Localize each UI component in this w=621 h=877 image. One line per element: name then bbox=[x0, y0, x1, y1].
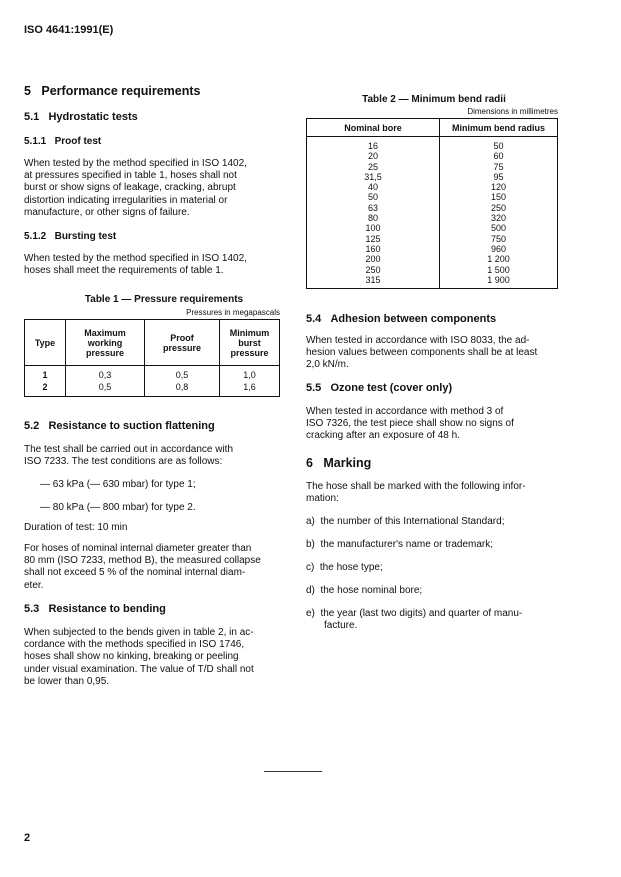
item-text: the number of this International Standard; bbox=[320, 516, 505, 527]
table-cell: 2 bbox=[25, 381, 66, 397]
text-line: eter. bbox=[24, 579, 44, 591]
table-cell: 120 bbox=[490, 182, 507, 193]
item-label: e) bbox=[306, 608, 315, 619]
table-cell: 0,3 bbox=[66, 366, 145, 382]
suction-test-paragraph bbox=[24, 444, 279, 468]
section-5-heading bbox=[24, 84, 200, 98]
test-condition-item: — 80 kPa (— 800 mbar) for type 2. bbox=[40, 502, 196, 513]
page-number: 2 bbox=[24, 832, 31, 844]
item-text: the year (last two digits) and quarter of manu- bbox=[320, 608, 523, 619]
table-1-caption: Table 1 — Pressure requirements bbox=[84, 294, 244, 305]
section-title: Resistance to suction flattening bbox=[48, 420, 215, 432]
collapse-paragraph bbox=[24, 543, 279, 592]
table-cell: 0,5 bbox=[145, 366, 220, 382]
column-header: Minimum bend radius bbox=[440, 119, 558, 137]
item-label: c) bbox=[306, 562, 315, 573]
text-line: hoses shall meet the requirements of table 1. bbox=[24, 265, 224, 277]
table-cell: 1 900 bbox=[487, 274, 510, 285]
column-header bbox=[220, 320, 280, 366]
table-cell: 750 bbox=[490, 233, 507, 244]
adhesion-paragraph bbox=[306, 335, 559, 372]
marking-list-item bbox=[306, 516, 504, 528]
text-line: When tested by the method specified in ISO 1402, bbox=[24, 253, 247, 264]
text-line: ISO 7326, the test piece shall show no signs of bbox=[306, 418, 514, 430]
table-cell: 16 bbox=[367, 141, 378, 151]
table-cell: 63 bbox=[367, 202, 378, 213]
item-text: the hose type; bbox=[319, 562, 383, 573]
text-line: When subjected to the bends given in table 2, in ac- bbox=[24, 627, 254, 638]
table-cell: 25 bbox=[367, 161, 378, 172]
text-line: mation: bbox=[306, 493, 339, 505]
test-duration: Duration of test: 10 min bbox=[24, 522, 128, 533]
table-cell: 160 bbox=[365, 243, 381, 254]
bursting-test-paragraph bbox=[24, 253, 279, 277]
table-cell: 50 bbox=[367, 192, 378, 203]
section-title: Marking bbox=[323, 456, 372, 470]
table-cell: 0,5 bbox=[66, 381, 145, 397]
text-line: When tested in accordance with method 3 of bbox=[306, 406, 504, 417]
document-header: ISO 4641:1991(E) bbox=[24, 24, 114, 36]
section-title: Hydrostatic tests bbox=[48, 111, 138, 123]
table-cell: 150 bbox=[490, 192, 507, 203]
header-line: pressure bbox=[85, 347, 125, 358]
column-header bbox=[145, 320, 220, 366]
section-number: 5.1 bbox=[24, 111, 40, 123]
table-cell: 1,0 bbox=[220, 366, 280, 382]
table-cell: 1 500 bbox=[487, 264, 510, 275]
section-title: Adhesion between components bbox=[330, 313, 497, 325]
marking-paragraph bbox=[306, 481, 559, 505]
table-cell: 50 bbox=[493, 141, 504, 151]
section-title: Resistance to bending bbox=[48, 603, 166, 615]
table-cell: 250 bbox=[365, 264, 381, 275]
text-line: hoses shall show no kinking, breaking or peeling bbox=[24, 651, 239, 663]
text-line: 2,0 kN/m. bbox=[306, 359, 349, 371]
table-cell: 250 bbox=[490, 202, 507, 213]
header-line: Proof bbox=[170, 332, 194, 343]
text-line: When tested in accordance with ISO 8033, the ad- bbox=[306, 335, 530, 346]
section-number: 5.1.2 bbox=[24, 231, 47, 242]
section-number: 5.1.1 bbox=[24, 136, 47, 147]
text-line: cracking after an exposure of 48 h. bbox=[306, 430, 460, 442]
table-header-row bbox=[25, 320, 280, 366]
table-cell: 100 bbox=[365, 223, 381, 234]
table-cell: 40 bbox=[367, 182, 378, 193]
item-label: b) bbox=[306, 539, 315, 550]
section-title: Ozone test (cover only) bbox=[330, 382, 453, 394]
bend-radii-table bbox=[306, 118, 558, 289]
pressure-requirements-table bbox=[24, 319, 280, 397]
item-text: the manufacturer's name or trademark; bbox=[320, 539, 494, 550]
section-title: Performance requirements bbox=[41, 84, 201, 98]
marking-list-item bbox=[306, 608, 559, 632]
section-5-2-heading bbox=[24, 420, 215, 432]
table-2-unit: Dimensions in millimetres bbox=[467, 107, 558, 116]
section-5-1-1-heading bbox=[24, 136, 101, 147]
section-title: Bursting test bbox=[54, 231, 117, 242]
marking-list-item bbox=[306, 562, 383, 574]
header-line: Type bbox=[34, 337, 56, 348]
text-line: manufacture, or other signs of failure. bbox=[24, 206, 190, 218]
table-cell: 125 bbox=[365, 233, 381, 244]
section-number: 5.5 bbox=[306, 382, 322, 394]
section-number: 5.3 bbox=[24, 603, 40, 615]
section-title: Proof test bbox=[54, 136, 102, 147]
text-line: at pressures specified in table 1, hoses shall not bbox=[24, 170, 237, 182]
section-5-1-2-heading bbox=[24, 231, 116, 242]
header-line: working bbox=[87, 337, 123, 348]
column-header bbox=[25, 320, 66, 366]
table-cell: 80 bbox=[367, 213, 378, 224]
text-line: ISO 7233. The test conditions are as follows: bbox=[24, 456, 223, 468]
marking-list-item bbox=[306, 539, 493, 551]
ozone-paragraph bbox=[306, 406, 559, 443]
proof-test-paragraph bbox=[24, 158, 279, 219]
section-number: 5 bbox=[24, 84, 31, 98]
table-cell: 31,5 bbox=[364, 171, 382, 182]
section-number: 6 bbox=[306, 456, 313, 470]
text-line: under visual examination. The value of T/D shall not bbox=[24, 663, 254, 675]
table-cell: 1 200 bbox=[487, 254, 510, 265]
bending-paragraph bbox=[24, 627, 279, 688]
bend-radius-column bbox=[440, 137, 558, 289]
table-cell: 0,8 bbox=[145, 381, 220, 397]
section-5-4-heading bbox=[306, 313, 496, 325]
section-number: 5.2 bbox=[24, 420, 40, 432]
text-line: The test shall be carried out in accordance with bbox=[24, 444, 233, 455]
section-number: 5.4 bbox=[306, 313, 322, 325]
text-line: hesion values between components shall be at least bbox=[306, 347, 538, 359]
text-line: distortion indicating irregularities in material or bbox=[24, 194, 228, 206]
header-line: Maximum bbox=[84, 327, 126, 338]
table-row bbox=[307, 137, 558, 289]
text-line: cordance with the methods specified in ISO 1746, bbox=[24, 639, 245, 651]
table-2-caption: Table 2 — Minimum bend radii bbox=[362, 94, 506, 105]
text-line: burst or show signs of leakage, cracking, abrupt bbox=[24, 182, 236, 194]
text-line: For hoses of nominal internal diameter greater than bbox=[24, 543, 252, 554]
text-line: 80 mm (ISO 7233, method B), the measured collapse bbox=[24, 555, 261, 567]
table-cell: 1,6 bbox=[220, 381, 280, 397]
item-text: the hose nominal bore; bbox=[320, 585, 423, 596]
section-5-1-heading bbox=[24, 111, 138, 123]
marking-list-item bbox=[306, 585, 422, 597]
table-cell: 1 bbox=[25, 366, 66, 382]
nominal-bore-column bbox=[307, 137, 440, 289]
table-cell: 200 bbox=[365, 254, 381, 265]
footer-rule bbox=[264, 771, 322, 772]
section-6-heading bbox=[306, 456, 371, 470]
table-cell: 320 bbox=[490, 213, 507, 224]
column-header bbox=[66, 320, 145, 366]
table-cell: 500 bbox=[490, 223, 507, 234]
table-cell: 75 bbox=[493, 161, 504, 172]
table-header-row bbox=[307, 119, 558, 137]
column-header: Nominal bore bbox=[307, 119, 440, 137]
item-label: d) bbox=[306, 585, 315, 596]
header-line: pressure bbox=[162, 342, 202, 353]
table-cell: 20 bbox=[367, 151, 378, 162]
table-cell: 95 bbox=[493, 171, 504, 182]
text-line: The hose shall be marked with the following infor- bbox=[306, 481, 526, 492]
item-label: a) bbox=[306, 516, 315, 527]
table-cell: 315 bbox=[365, 274, 381, 285]
test-condition-item: — 63 kPa (— 630 mbar) for type 1; bbox=[40, 479, 196, 490]
header-line: pressure bbox=[230, 347, 269, 358]
text-line: shall not exceed 5 % of the nominal internal diam- bbox=[24, 567, 246, 579]
text-line: When tested by the method specified in ISO 1402, bbox=[24, 158, 247, 169]
table-row bbox=[25, 381, 280, 397]
table-row bbox=[25, 366, 280, 382]
section-5-5-heading bbox=[306, 382, 452, 394]
section-5-3-heading bbox=[24, 603, 166, 615]
header-line: burst bbox=[238, 337, 261, 348]
text-line: be lower than 0,95. bbox=[24, 675, 110, 687]
header-line: Minimum bbox=[229, 327, 270, 338]
table-cell: 60 bbox=[493, 151, 504, 162]
table-cell: 960 bbox=[490, 243, 507, 254]
table-1-unit: Pressures in megapascals bbox=[186, 308, 280, 317]
item-text-continued: facture. bbox=[324, 620, 358, 632]
